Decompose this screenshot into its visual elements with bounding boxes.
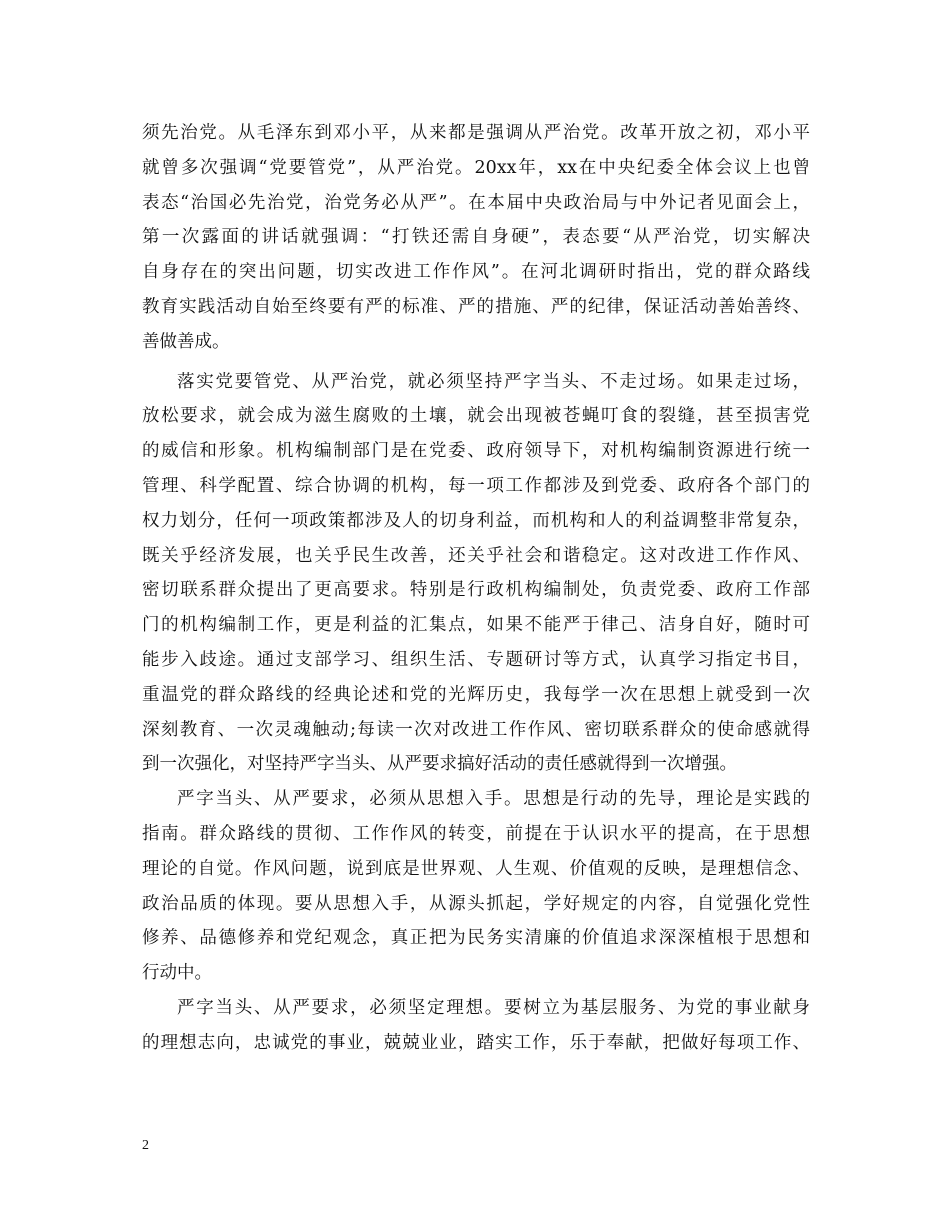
text-line: 政治品质的体现。要从思想入手，从源头抓起，学好规定的内容，自觉强化党性	[142, 893, 810, 914]
page-number: 2	[142, 1138, 149, 1153]
text-line: 严字当头、从严要求，必须从思想入手。思想是行动的先导，理论是实践的	[177, 789, 810, 810]
paragraph-4	[142, 991, 810, 1061]
text-line: 的威信和形象。机构编制部门是在党委、政府领导下，对机构编制资源进行统一	[142, 441, 810, 462]
text-line: 教育实践活动自始至终要有严的标准、严的措施、严的纪律，保证活动善始善终、	[142, 296, 810, 317]
text-line: 放松要求，就会成为滋生腐败的土壤，就会出现被苍蝇叮食的裂缝，甚至损害党	[142, 406, 810, 427]
text-line: 的理想志向，忠诚党的事业，兢兢业业，踏实工作，乐于奉献，把做好每项工作、	[142, 1032, 810, 1053]
text-line: 能步入歧途。通过支部学习、组织生活、专题研讨等方式，认真学习指定书目，	[142, 649, 810, 670]
paragraph-1	[142, 116, 810, 360]
text-line: 第一次露面的讲话就强调：“打铁还需自身硬”，表态要“从严治党，切实解决	[142, 227, 810, 248]
text-line: 到一次强化，对坚持严字当头、从严要求搞好活动的责任感就得到一次增强。	[142, 754, 737, 775]
text-line: 门的机构编制工作，更是利益的汇集点，如果不能严于律己、洁身自好，随时可	[142, 615, 810, 636]
text-line: 修养、品德修养和党纪观念，真正把为民务实清廉的价值追求深深植根于思想和	[142, 928, 810, 949]
text-line: 深刻教育、一次灵魂触动;每读一次对改进工作作风、密切联系群众的使命感就得	[142, 719, 810, 740]
text-line: 权力划分，任何一项政策都涉及人的切身利益，而机构和人的利益调整非常复杂，	[142, 510, 810, 531]
text-line: 行动中。	[142, 963, 212, 984]
text-line: 管理、科学配置、综合协调的机构，每一项工作都涉及到党委、政府各个部门的	[142, 475, 810, 496]
text-line: 指南。群众路线的贯彻、工作作风的转变，前提在于认识水平的提高，在于思想	[142, 823, 810, 844]
text-line: 自身存在的突出问题，切实改进工作作风”。在河北调研时指出，党的群众路线	[142, 262, 810, 283]
paragraph-3	[142, 782, 810, 991]
text-line: 就曾多次强调“党要管党”，从严治党。20xx年，xx在中央纪委全体会议上也曾	[142, 157, 810, 178]
text-line: 重温党的群众路线的经典论述和党的光辉历史，我每学一次在思想上就受到一次	[142, 684, 810, 705]
text-line: 既关乎经济发展，也关乎民生改善，还关乎社会和谐稳定。这对改进工作作风、	[142, 545, 810, 566]
text-line: 须先治党。从毛泽东到邓小平，从来都是强调从严治党。改革开放之初，邓小平	[142, 123, 810, 143]
text-line: 落实党要管党、从严治党，就必须坚持严字当头、不走过场。如果走过场，	[177, 371, 810, 392]
text-line: 善做善成。	[142, 331, 230, 352]
paragraph-2	[142, 365, 810, 783]
body-text	[142, 116, 810, 1061]
text-line: 密切联系群众提出了更高要求。特别是行政机构编制处，负责党委、政府工作部	[142, 580, 810, 601]
text-line: 表态“治国必先治党，治党务必从严”。在本届中央政治局与中外记者见面会上，	[142, 192, 810, 213]
text-line: 严字当头、从严要求，必须坚定理想。要树立为基层服务、为党的事业献身	[177, 997, 810, 1018]
text-line: 理论的自觉。作风问题，说到底是世界观、人生观、价值观的反映，是理想信念、	[142, 858, 810, 879]
